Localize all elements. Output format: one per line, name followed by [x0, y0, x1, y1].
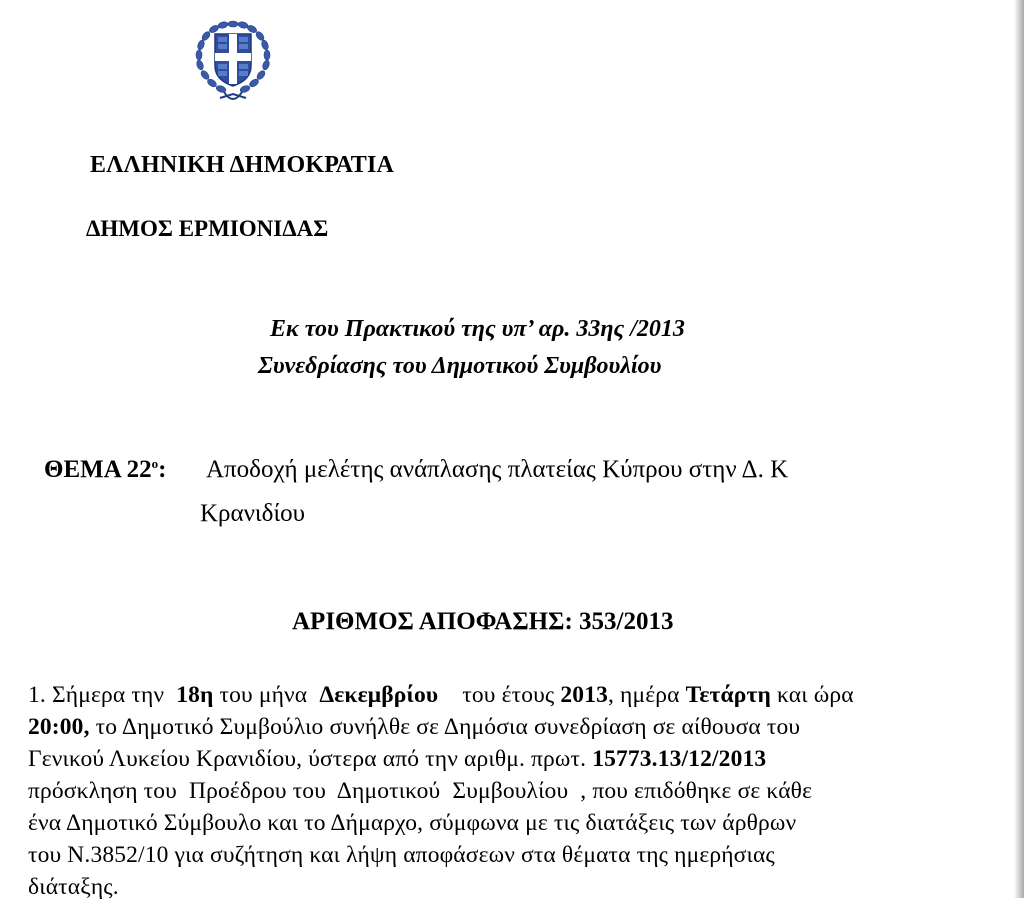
subject-ordinal: ο — [151, 456, 159, 471]
body-text: το Δημοτικό Συμβούλιο συνήλθε σε Δημόσια συνεδρίαση σε αίθουσα του — [89, 714, 801, 740]
body-line-2 — [28, 711, 988, 743]
body-line-5: ένα Δημοτικό Σύμβουλο και το Δήμαρχο, σύμφωνα με τις διατάξεις των άρθρων — [28, 810, 797, 836]
body-text: του μήνα — [213, 682, 320, 708]
subject-text-line-1: Αποδοχή μελέτης ανάπλασης πλατείας Κύπρου στην Δ. Κ — [206, 456, 789, 483]
subject-colon: : — [158, 456, 167, 483]
body-text: του έτους — [438, 682, 561, 708]
minutes-body-paragraph — [28, 679, 988, 903]
municipality-heading: ΔΗΜΟΣ ΕΡΜΙΟΝΙΔΑΣ — [86, 216, 329, 241]
body-text: , ημέρα — [608, 682, 686, 708]
subject-text-line-2: Κρανιδίου — [200, 500, 306, 527]
minutes-extract-line-1: Εκ του Πρακτικού της υπ’ αρ. 33ης /2013 — [270, 316, 685, 342]
invitation-protocol-number: 15773.13/12/2013 — [592, 746, 767, 772]
body-line-1 — [28, 679, 988, 711]
hellenic-republic-emblem-icon — [180, 6, 286, 112]
body-text: 1. Σήμερα την — [28, 682, 177, 708]
subject-number: ΘΕΜΑ 22 — [44, 456, 152, 483]
body-line-6: του Ν.3852/10 για συζήτηση και λήψη αποφάσεων στα θέματα της ημερήσιας — [28, 842, 775, 868]
meeting-weekday: Τετάρτη — [685, 682, 771, 708]
body-line-4: πρόσκληση του Προέδρου του Δημοτικού Συμβουλίου , που επιδόθηκε σε κάθε — [28, 778, 813, 804]
body-text: και ώρα — [770, 682, 854, 708]
body-line-7: διάταξης. — [28, 874, 119, 900]
minutes-extract-line-2: Συνεδρίασης του Δημοτικού Συμβουλίου — [258, 353, 662, 379]
meeting-year: 2013 — [560, 682, 608, 708]
meeting-time: 20:00, — [28, 714, 90, 740]
page-edge-shadow — [1014, 0, 1024, 898]
decision-number: ΑΡΙΘΜΟΣ ΑΠΟΦΑΣΗΣ: 353/2013 — [292, 608, 674, 635]
country-heading: ΕΛΛΗΝΙΚΗ ΔΗΜΟΚΡΑΤΙΑ — [90, 152, 395, 178]
meeting-day: 18η — [176, 682, 214, 708]
meeting-month: Δεκεμβρίου — [319, 682, 439, 708]
body-text: Γενικού Λυκείου Κρανιδίου, ύστερα από την αριθμ. πρωτ. — [28, 746, 593, 772]
subject-label — [44, 456, 166, 484]
body-line-3 — [28, 743, 988, 775]
